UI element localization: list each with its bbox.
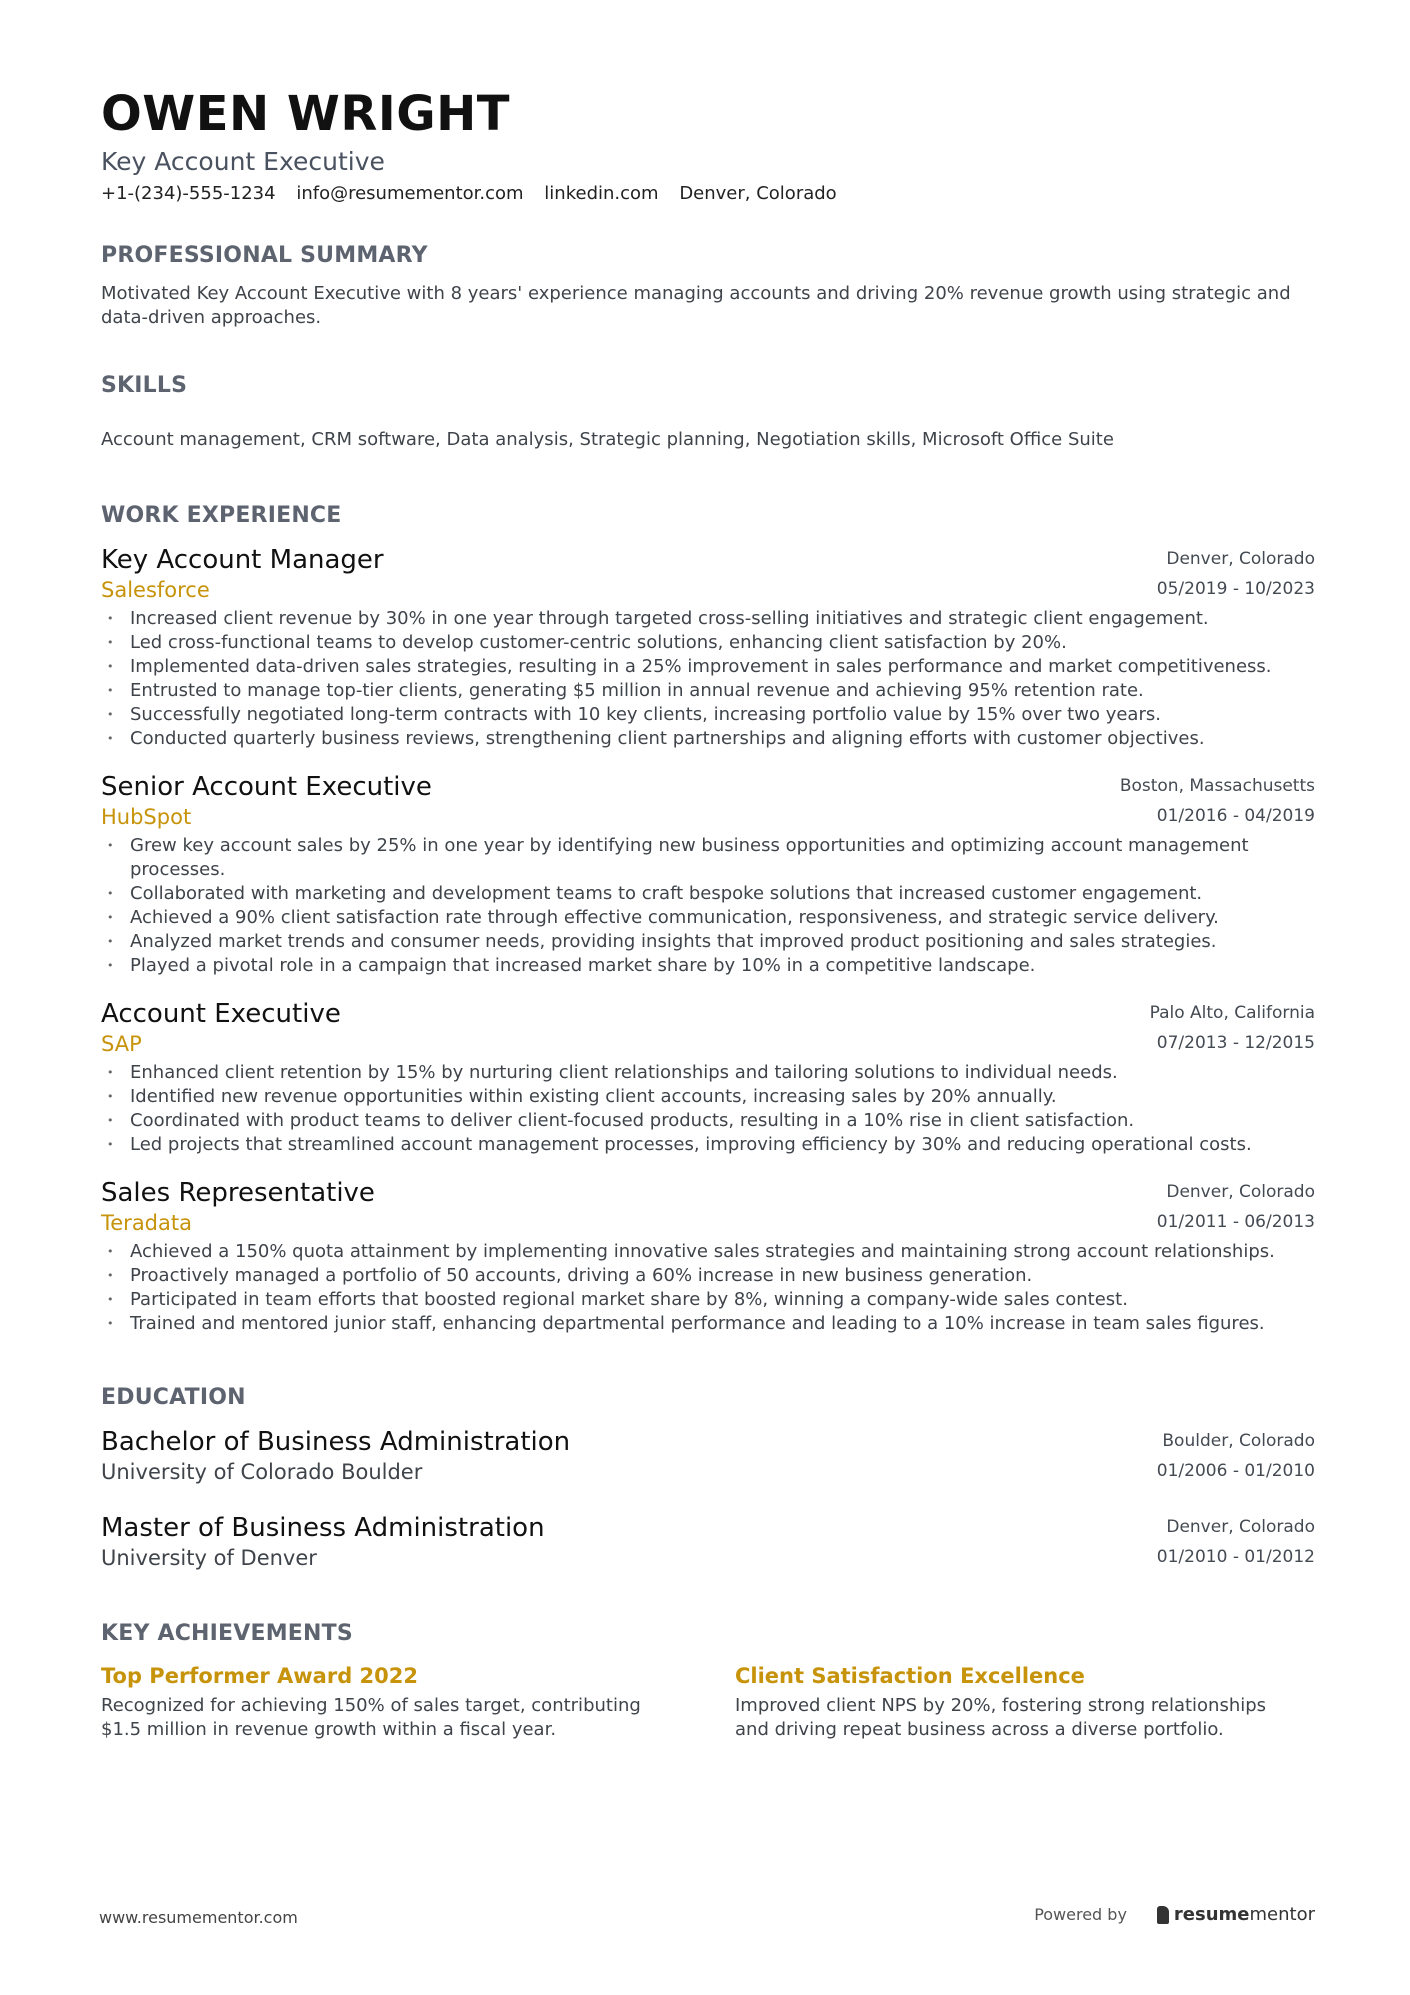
education-dates: 01/2010 - 01/2012: [1156, 1547, 1315, 1567]
resumementor-logo-icon: [1157, 1906, 1169, 1924]
job-bullet: • Played a pivotal role in a campaign that increased market share by 10% in a competitive landscape.: [101, 954, 1315, 978]
job-entry: [101, 998, 1315, 1157]
resume-page: [101, 84, 1315, 1742]
brand-name-light: mentor: [1249, 1904, 1315, 1925]
education-location: Denver, Colorado: [1166, 1517, 1315, 1537]
job-entry: [101, 771, 1315, 978]
job-company: Salesforce: [101, 578, 210, 602]
achievement-title: Client Satisfaction Excellence: [735, 1664, 1085, 1688]
job-bullet: • Achieved a 90% client satisfaction rate through effective communication, responsiveness, and strategic service delivery.: [101, 906, 1315, 930]
job-bullet: • Participated in team efforts that boosted regional market share by 8%, winning a company-wide sales contest.: [101, 1288, 1315, 1312]
job-entry: [101, 544, 1315, 751]
job-bullet: • Successfully negotiated long-term contracts with 10 key clients, increasing portfolio value by 15% over two years.: [101, 703, 1315, 727]
job-bullet: • Enhanced client retention by 15% by nurturing client relationships and tailoring solutions to individual needs.: [101, 1061, 1315, 1085]
school-name: University of Denver: [101, 1546, 317, 1570]
powered-by-label: Powered by: [1034, 1905, 1127, 1924]
job-bullets: [101, 1061, 1315, 1157]
achievement-text: Improved client NPS by 20%, fostering strong relationships and driving repeat business across a diverse portfolio.: [735, 1695, 1267, 1740]
job-entry: [101, 1177, 1315, 1336]
job-dates: 07/2013 - 12/2015: [1156, 1033, 1315, 1053]
brand-logo[interactable]: [1157, 1904, 1315, 1925]
degree-title: Bachelor of Business Administration: [101, 1427, 571, 1457]
job-company: Teradata: [101, 1211, 192, 1235]
job-title: Senior Account Executive: [101, 772, 432, 802]
education-dates: 01/2006 - 01/2010: [1156, 1461, 1315, 1481]
skills-section: [101, 372, 1315, 452]
job-bullet: • Grew key account sales by 25% in one year by identifying new business opportunities and optimizing account management processes.: [101, 834, 1315, 882]
achievement-item: [735, 1662, 1299, 1742]
job-bullet: • Trained and mentored junior staff, enhancing departmental performance and leading to a 10% increase in team sales figures.: [101, 1312, 1315, 1336]
job-bullet: • Entrusted to manage top-tier clients, generating $5 million in annual revenue and achieving 95% retention rate.: [101, 679, 1315, 703]
job-dates: 01/2016 - 04/2019: [1156, 806, 1315, 826]
education-location: Boulder, Colorado: [1162, 1431, 1315, 1451]
summary-heading: PROFESSIONAL SUMMARY: [101, 243, 428, 268]
contact-email[interactable]: info@resumementor.com: [296, 183, 524, 204]
education-entry: [101, 1512, 1315, 1572]
job-bullets: [101, 607, 1315, 751]
contact-linkedin[interactable]: linkedin.com: [544, 183, 659, 204]
job-location: Denver, Colorado: [1166, 1182, 1315, 1202]
job-title: Key Account Manager: [101, 545, 384, 575]
achievement-text: Recognized for achieving 150% of sales target, contributing $1.5 million in revenue growth within a fiscal year.: [101, 1695, 641, 1740]
candidate-name: OWEN WRIGHT: [101, 86, 510, 142]
job-bullet: • Implemented data-driven sales strategies, resulting in a 25% improvement in sales performance and market competitiveness.: [101, 655, 1315, 679]
footer-url[interactable]: www.resumementor.com: [99, 1908, 298, 1927]
job-bullet: • Achieved a 150% quota attainment by implementing innovative sales strategies and maintaining strong account relationships.: [101, 1240, 1315, 1264]
skills-heading: SKILLS: [101, 373, 188, 398]
skills-text: Account management, CRM software, Data analysis, Strategic planning, Negotiation skills, Microsoft Office Suite: [101, 429, 1114, 450]
job-bullet: • Led projects that streamlined account management processes, improving efficiency by 30% and reducing operational costs.: [101, 1133, 1315, 1157]
job-location: Boston, Massachusetts: [1119, 776, 1315, 796]
job-title: Account Executive: [101, 999, 341, 1029]
work-section: [101, 502, 1315, 1336]
job-location: Denver, Colorado: [1166, 549, 1315, 569]
brand-name-bold: resume: [1173, 1904, 1250, 1925]
work-heading: WORK EXPERIENCE: [101, 503, 342, 528]
job-company: HubSpot: [101, 805, 192, 829]
job-company: SAP: [101, 1032, 142, 1056]
job-bullet: • Led cross-functional teams to develop customer-centric solutions, enhancing client satisfaction by 20%.: [101, 631, 1315, 655]
education-section: [101, 1384, 1315, 1572]
footer-branding: [1034, 1904, 1315, 1925]
job-bullet: • Coordinated with product teams to deliver client-focused products, resulting in a 10% rise in client satisfaction.: [101, 1109, 1315, 1133]
summary-section: [101, 242, 1315, 330]
achievement-title: Top Performer Award 2022: [101, 1664, 418, 1688]
job-bullet: • Increased client revenue by 30% in one year through targeted cross-selling initiatives and strategic client engagement.: [101, 607, 1315, 631]
job-bullet: • Analyzed market trends and consumer needs, providing insights that improved product positioning and sales strategies.: [101, 930, 1315, 954]
job-bullet: • Identified new revenue opportunities within existing client accounts, increasing sales by 20% annually.: [101, 1085, 1315, 1109]
job-bullet: • Collaborated with marketing and development teams to craft bespoke solutions that increased customer engagement.: [101, 882, 1315, 906]
contact-location: Denver, Colorado: [679, 183, 837, 204]
education-heading: EDUCATION: [101, 1385, 246, 1410]
job-bullets: [101, 834, 1315, 978]
job-bullets: [101, 1240, 1315, 1336]
achievements-section: [101, 1620, 1315, 1742]
summary-text: Motivated Key Account Executive with 8 years' experience managing accounts and driving 20% revenue growth using strategic and data-driven approaches.: [101, 283, 1291, 328]
achievement-item: [101, 1662, 665, 1742]
job-dates: 01/2011 - 06/2013: [1156, 1212, 1315, 1232]
contact-line: [101, 182, 1315, 206]
job-dates: 05/2019 - 10/2023: [1156, 579, 1315, 599]
degree-title: Master of Business Administration: [101, 1513, 545, 1543]
school-name: University of Colorado Boulder: [101, 1460, 423, 1484]
job-bullet: • Proactively managed a portfolio of 50 accounts, driving a 60% increase in new business generation.: [101, 1264, 1315, 1288]
achievements-heading: KEY ACHIEVEMENTS: [101, 1621, 353, 1646]
job-title: Sales Representative: [101, 1178, 375, 1208]
resume-header: [101, 84, 1315, 206]
education-entry: [101, 1426, 1315, 1486]
candidate-title: Key Account Executive: [101, 147, 385, 176]
job-bullet: • Conducted quarterly business reviews, strengthening client partnerships and aligning efforts with customer objectives.: [101, 727, 1315, 751]
contact-phone: +1-(234)-555-1234: [101, 183, 276, 204]
job-location: Palo Alto, California: [1149, 1003, 1315, 1023]
